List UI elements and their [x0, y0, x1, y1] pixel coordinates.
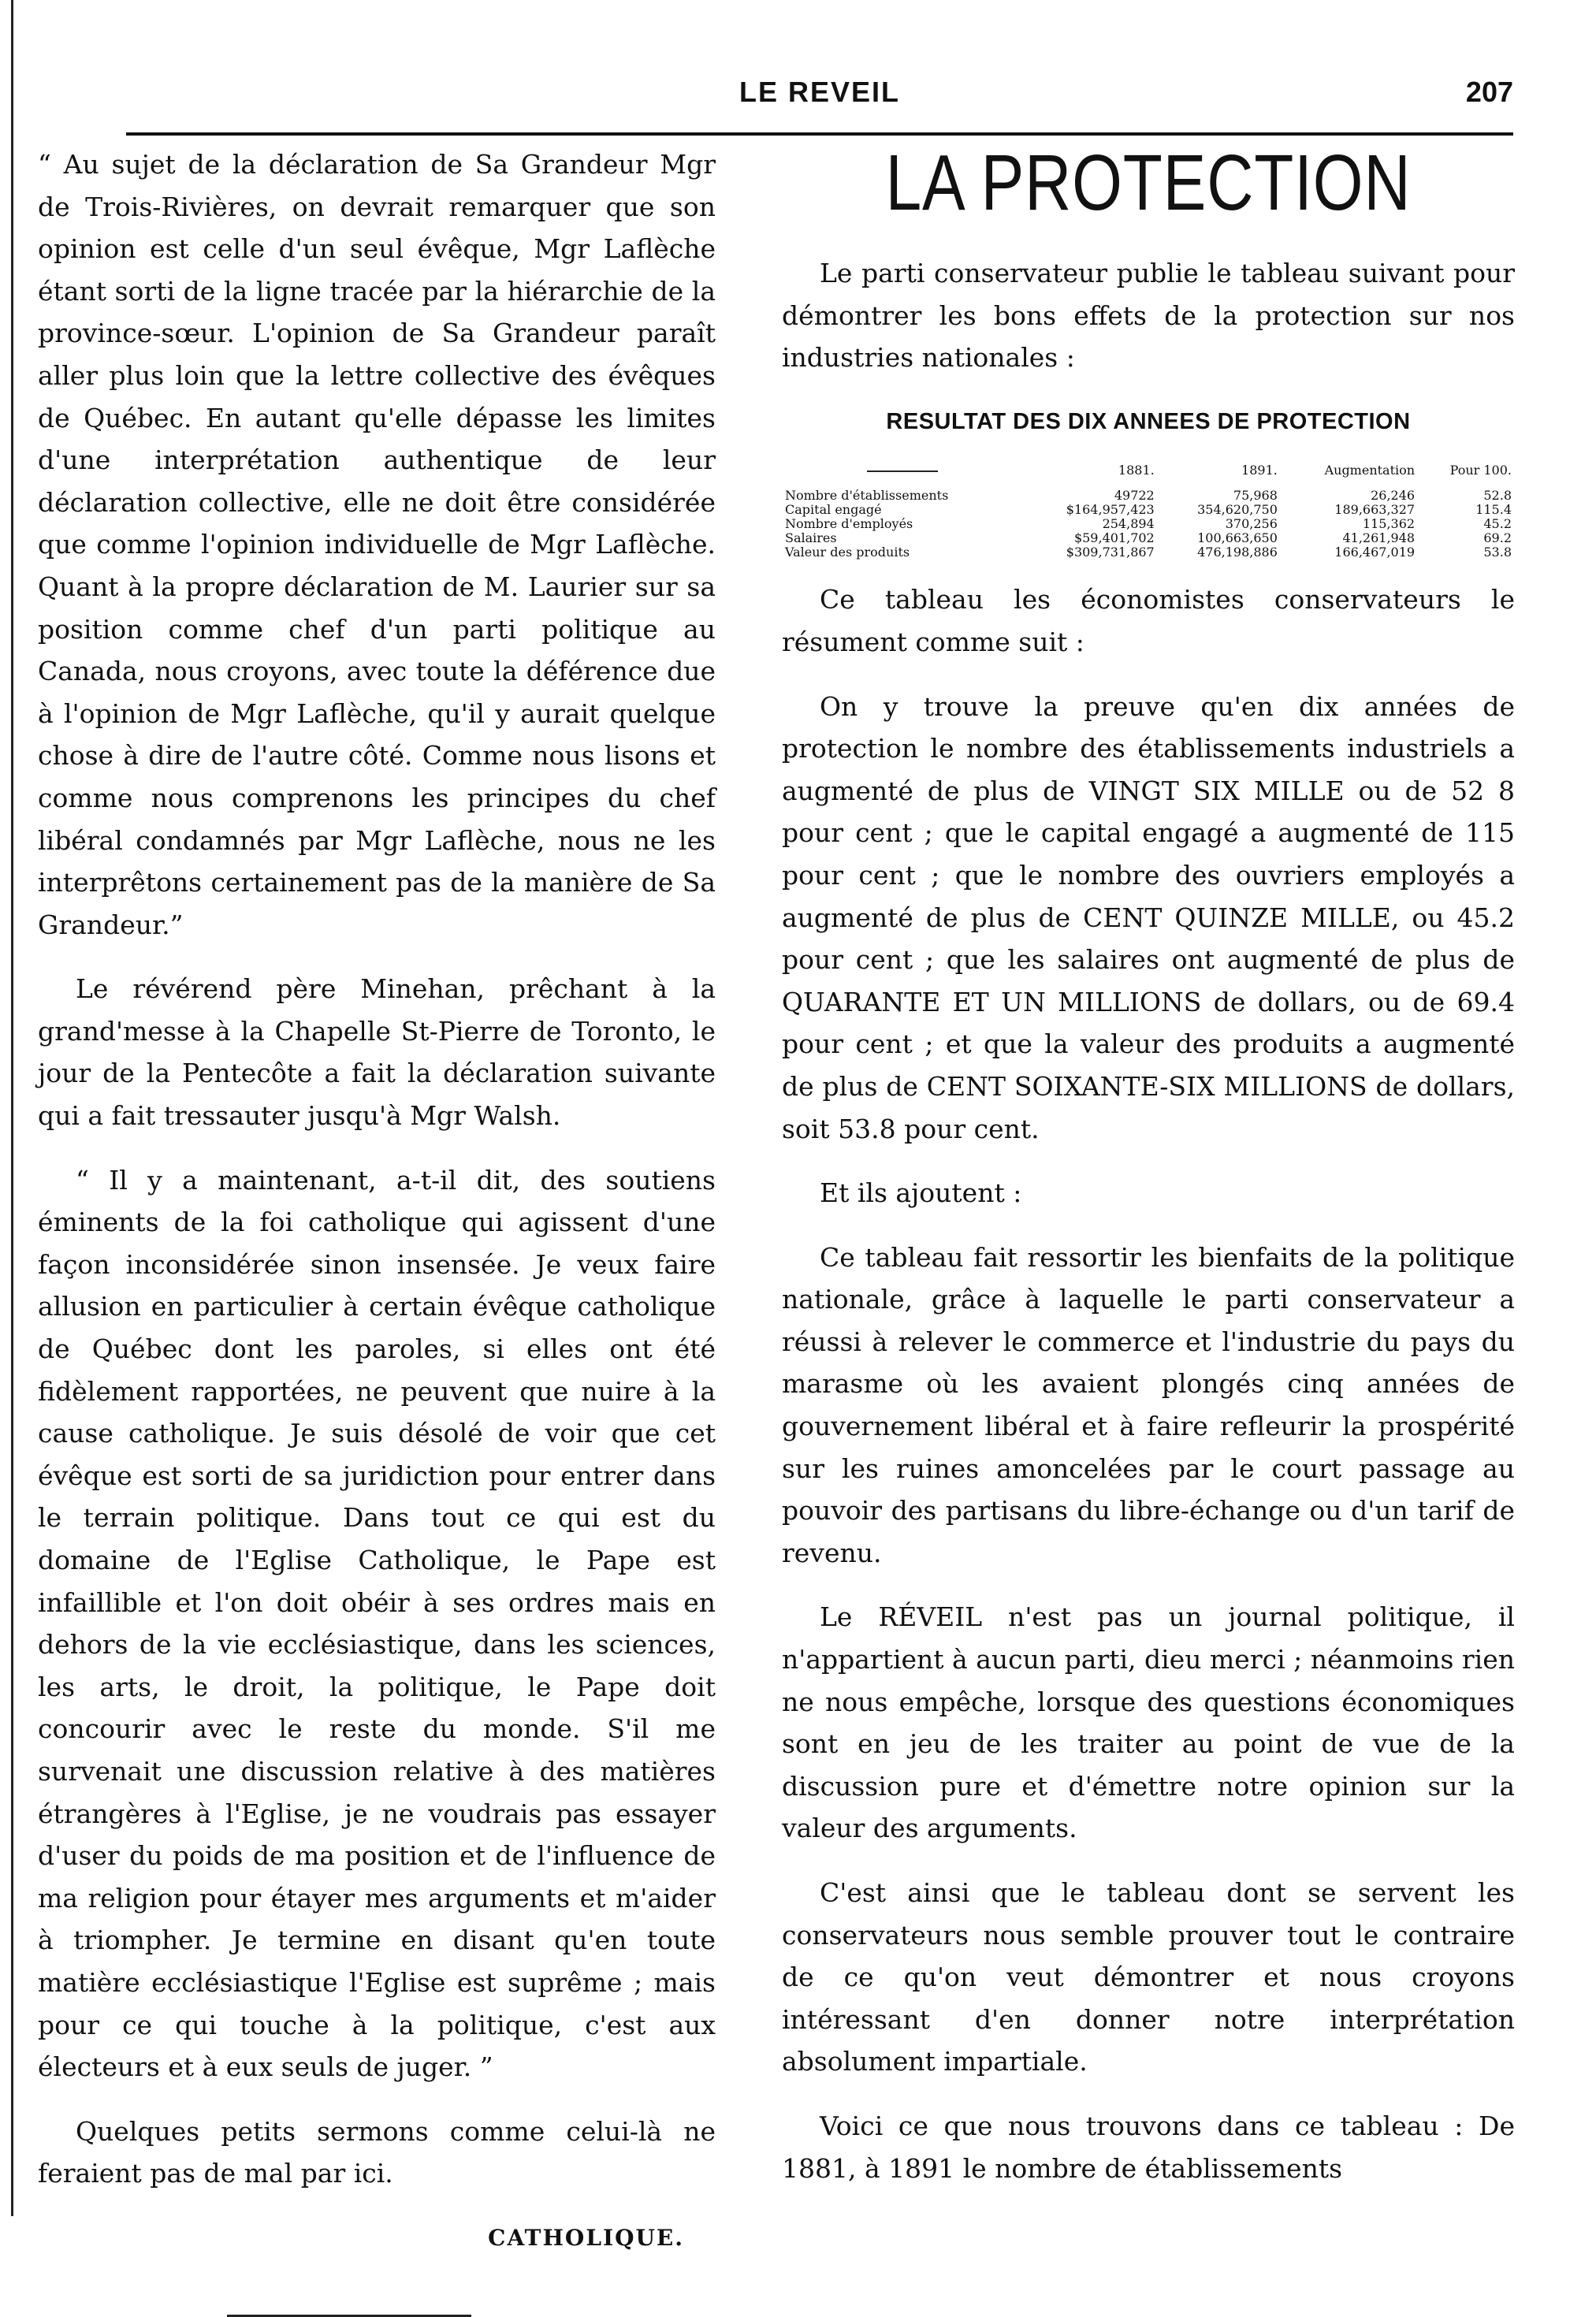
row-label: Nombre d'établissements — [785, 488, 949, 504]
cell-augmentation: 26,246 — [1371, 488, 1416, 504]
quote-paragraph: “ Il y a maintenant, a-t-il dit, des soutiens éminents de la foi catholique qui agissent d'une façon inconsidérée sinon insensée. Je veux faire allusion en particulier à certain évêque catholique de Québec dont les paroles, si elles ont été fidèlement rapportées, ne peuvent que nuire à la cause catholique. Je suis désolé de voir que cet évêque est sorti de sa juridiction pour entrer dans le terrain politique. Dans tout ce qui est du domaine de l'Eglise Catholique, le Pape est infaillible et l'on doit obéir à ses ordres mais en dehors de la vie ecclésiastique, dans les sciences, les arts, le droit, la politique, le Pape doit concourir avec le reste du monde. S'il me survenait une discussion relative à des matières étrangères à l'Eglise, je ne voudrais pas essayer d'user du poids de ma position et de l'influence de ma religion pour étayer mes arguments et m'aider à triompher. Je termine en disant qu'en toute matière ecclésiastique l'Eglise est suprême ; mais pour ce qui touche à la politique, c'est aux électeurs et à eux seuls de juger. ” — [38, 1164, 716, 2083]
table-row — [782, 531, 1515, 545]
row-label: Valeur des produits — [785, 545, 910, 560]
cell-percent: 69.2 — [1483, 530, 1512, 546]
body-paragraph: Le révérend père Minehan, prêchant à la grand'messe à la Chapelle St-Pierre de Toronto, le jour de la Pentecôte a fait la déclaration suivante qui a fait tressauter jusqu'à Mgr Walsh. — [38, 973, 716, 1132]
cell-1891: 75,968 — [1233, 488, 1278, 504]
cell-1881: 254,894 — [1102, 516, 1155, 532]
table-header-cell: 1891. — [1241, 463, 1278, 478]
cell-1891: 476,198,886 — [1197, 545, 1278, 560]
cell-1881: $59,401,702 — [1073, 530, 1155, 546]
cell-augmentation: 166,467,019 — [1334, 545, 1416, 560]
cell-augmentation: 189,663,327 — [1334, 502, 1416, 518]
row-label: Capital engagé — [785, 502, 882, 518]
body-paragraph: C'est ainsi que le tableau dont se servent les conservateurs nous semble prouver tout le contraire de ce qu'on veut démontrer et nous croyons intéressant d'en donner notre interprétation absolument impartiale. — [782, 1877, 1515, 2077]
cell-1881: $164,957,423 — [1066, 502, 1155, 518]
table-header-cell: Pour 100. — [1449, 463, 1512, 478]
cell-percent: 115.4 — [1475, 502, 1512, 518]
left-column — [38, 143, 716, 2317]
statistics-table — [782, 463, 1515, 560]
body-paragraph: Voici ce que nous trouvons dans ce tableau : De 1881, à 1891 le nombre de établissements — [782, 2110, 1515, 2184]
cell-1881: 49722 — [1114, 488, 1155, 504]
body-paragraph: Et ils ajoutent : — [820, 1177, 1022, 1209]
body-paragraph: On y trouve la preuve qu'en dix années de protection le nombre des établissements industriels a augmenté de plus de VINGT SIX MILLE ou de 52 8 pour cent ; que le capital engagé a augmenté de 115 pour cent ; que le nombre des ouvriers employés a augmenté de plus de CENT QUINZE MILLE, ou 45.2 pour cent ; que les salaires ont augmenté de plus de QUARANTE ET UN MILLIONS de dollars, ou de 69.4 pour cent ; et que la valeur des produits a augmenté de plus de CENT SOIXANTE-SIX MILLIONS de dollars, soit 53.8 pour cent. — [782, 690, 1515, 1144]
cell-percent: 53.8 — [1483, 545, 1512, 560]
cell-augmentation: 41,261,948 — [1342, 530, 1416, 546]
table-row — [782, 545, 1515, 560]
right-column — [782, 139, 1515, 2211]
body-paragraph: Quelques petits sermons comme celui-là ne feraient pas de mal par ici. — [38, 2115, 716, 2189]
quote-paragraph: “ Au sujet de la déclaration de Sa Grandeur Mgr de Trois-Rivières, on devrait remarquer que son opinion est celle d'un seul évêque, Mgr Laflèche étant sorti de la ligne tracée par la hiérarchie de la province-sœur. L'opinion de Sa Grandeur paraît aller plus loin que la lettre collective des évêques de Québec. En autant qu'elle dépasse les limites d'une interprétation authentique de leur déclaration collective, elle ne doit être considérée que comme l'opinion individuelle de Mgr Laflèche. Quant à la propre déclaration de M. Laurier sur sa position comme chef d'un parti politique au Canada, nous croyons, avec toute la déférence due à l'opinion de Mgr Laflèche, qu'il y aurait quelque chose à dire de l'autre côté. Comme nous lisons et comme nous comprenons les principes du chef libéral condamnés par Mgr Laflèche, nous ne les interprêtons certainement pas de la manière de Sa Grandeur.” — [38, 149, 716, 940]
table-header-cell: Augmentation — [1324, 463, 1416, 478]
cell-1891: 100,663,650 — [1197, 530, 1278, 546]
header-rule — [126, 132, 1513, 136]
row-label: Nombre d'employés — [785, 516, 913, 532]
page-edge-rule — [11, 0, 13, 2216]
table-header-dash — [782, 463, 1023, 489]
table-header-row — [782, 463, 1515, 489]
table-subhead: RESULTAT DES DIX ANNEES DE PROTECTION — [886, 408, 1411, 434]
table-row — [782, 489, 1515, 503]
body-paragraph: Ce tableau les économistes conservateurs le résument comme suit : — [782, 584, 1515, 657]
cell-percent: 45.2 — [1483, 516, 1512, 532]
intro-paragraph: Le parti conservateur publie le tableau suivant pour démontrer les bons effets de la protection sur nos industries nationales : — [782, 258, 1515, 374]
cell-1881: $309,731,867 — [1066, 545, 1155, 560]
page-number: 207 — [1465, 76, 1513, 108]
table-row — [782, 517, 1515, 531]
cell-percent: 52.8 — [1483, 488, 1512, 504]
running-title: LE REVEIL — [738, 76, 901, 108]
column-end-rule — [227, 2315, 471, 2317]
article-title: LA PROTECTION — [885, 139, 1412, 227]
table-row — [782, 503, 1515, 517]
cell-1891: 354,620,750 — [1197, 502, 1278, 518]
cell-1891: 370,256 — [1225, 516, 1278, 532]
body-paragraph: Ce tableau fait ressortir les bienfaits de la politique nationale, grâce à laquelle le parti conservateur a réussi à relever le commerce et l'industrie du pays du marasme où les avaient plongés cinq années de gouvernement libéral et à faire refleurir la prospérité sur les ruines amoncelées par le court passage au pouvoir des partisans du libre-échange ou d'un tarif de revenu. — [782, 1241, 1515, 1568]
page-header — [126, 76, 1513, 123]
cell-augmentation: 115,362 — [1362, 516, 1416, 532]
signature: CATHOLIQUE. — [488, 2224, 684, 2251]
table-header-cell: 1881. — [1118, 463, 1155, 478]
body-paragraph: Le RÉVEIL n'est pas un journal politique, il n'appartient à aucun parti, dieu merci ; néanmoins rien ne nous empêche, lorsque des questions économiques sont en jeu de les traiter au point de vue de la discussion pure et d'émettre notre opinion sur la valeur des arguments. — [782, 1601, 1515, 1844]
row-label: Salaires — [785, 530, 837, 546]
